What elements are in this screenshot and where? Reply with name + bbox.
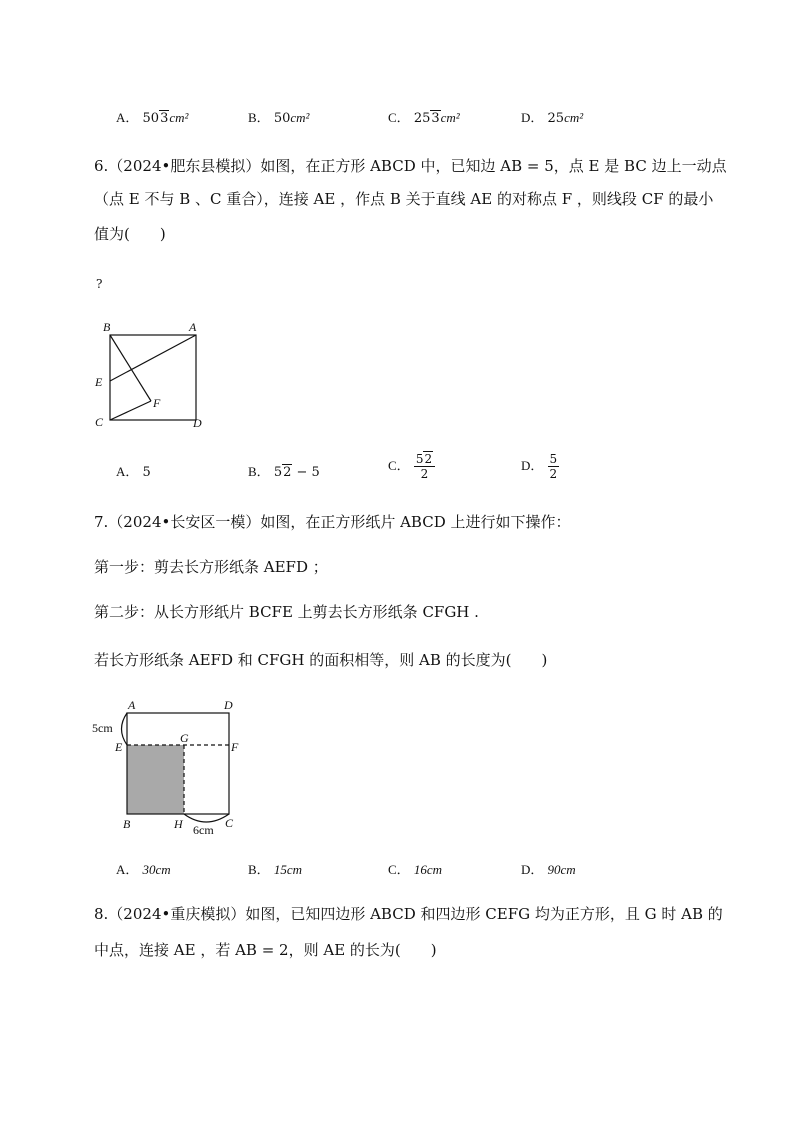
label-b: B [123, 817, 131, 831]
q7-step1: 第一步：剪去长方形纸条 AEFD ； [94, 558, 328, 576]
label-e: E [95, 375, 103, 389]
label-h: H [174, 817, 183, 831]
q7-stem-line1: 7.（2024•长安区一模）如图，在正方形纸片 ABCD 上进行如下操作： [94, 513, 571, 531]
q7-option-a[interactable]: A． 30cm [116, 862, 171, 877]
q7-paper-figure [88, 694, 248, 840]
q5-option-d[interactable]: D． 25cm² [521, 110, 584, 126]
fraction: $\frac{52}{2}$ [414, 452, 435, 481]
q7-step2: 第二步：从长方形纸片 BCFE 上剪去长方形纸条 CFGH . [94, 603, 479, 621]
segment-cf [110, 401, 151, 420]
label-f: F [153, 396, 161, 410]
q6-option-c[interactable]: C． $\frac{52}{2}$ [388, 452, 435, 481]
shaded-rectangle-bhge [127, 745, 184, 814]
brace-hc [184, 814, 229, 822]
q6-option-b[interactable]: B． 52 − 5 [248, 464, 320, 480]
length-hc: 6cm [193, 823, 214, 837]
q6-square-figure [90, 318, 220, 433]
label-c: C [95, 415, 104, 429]
q5-option-c[interactable]: C． 253cm² [388, 110, 460, 126]
segment-ae [110, 335, 196, 381]
q8-stem-line1: 8.（2024•重庆模拟）如图，已知四边形 ABCD 和四边形 CEFG 均为正方形，且 G 时 AB 的 [94, 905, 723, 923]
q7-option-c[interactable]: C． 16cm [388, 862, 442, 877]
q7-question: 若长方形纸条 AEFD 和 CFGH 的面积相等，则 AB 的长度为( ) [94, 651, 548, 669]
q6-question-mark: ? [96, 277, 103, 291]
label-f: F [231, 740, 239, 754]
segment-bf [110, 335, 151, 401]
q6-option-a[interactable]: A． 5 [116, 464, 151, 480]
q6-stem-line3: 值为( ) [94, 225, 166, 243]
q7-option-b[interactable]: B． 15cm [248, 862, 302, 877]
label-d: D [224, 698, 233, 712]
label-a: A [189, 320, 197, 334]
q6-option-d[interactable]: D． $\frac{5}{2}$ [521, 452, 558, 481]
label-d: D [193, 416, 202, 430]
q5-option-a[interactable]: A． 503cm² [116, 110, 189, 126]
label-c: C [225, 816, 234, 830]
q6-stem-line1: 6.（2024•肥东县模拟）如图，在正方形 ABCD 中，已知边 AB = 5，点 E 是 BC 边上一动点 [94, 157, 727, 175]
label-g: G [180, 731, 189, 745]
q8-stem-line2: 中点，连接 AE ，若 AB = 2，则 AE 的长为( ) [94, 941, 437, 959]
label-a: A [128, 698, 136, 712]
label-e: E [115, 740, 123, 754]
q6-stem-line2: （点 E 不与 B 、C 重合），连接 AE ，作点 B 关于直线 AE 的对称点 F ，则线段 CF 的最小 [94, 190, 714, 208]
q7-option-d[interactable]: D． 90cm [521, 862, 576, 877]
q5-option-b[interactable]: B． 50cm² [248, 110, 310, 126]
label-b: B [103, 320, 111, 334]
length-ae: 5cm [92, 721, 113, 735]
fraction: $\frac{5}{2}$ [549, 452, 558, 481]
